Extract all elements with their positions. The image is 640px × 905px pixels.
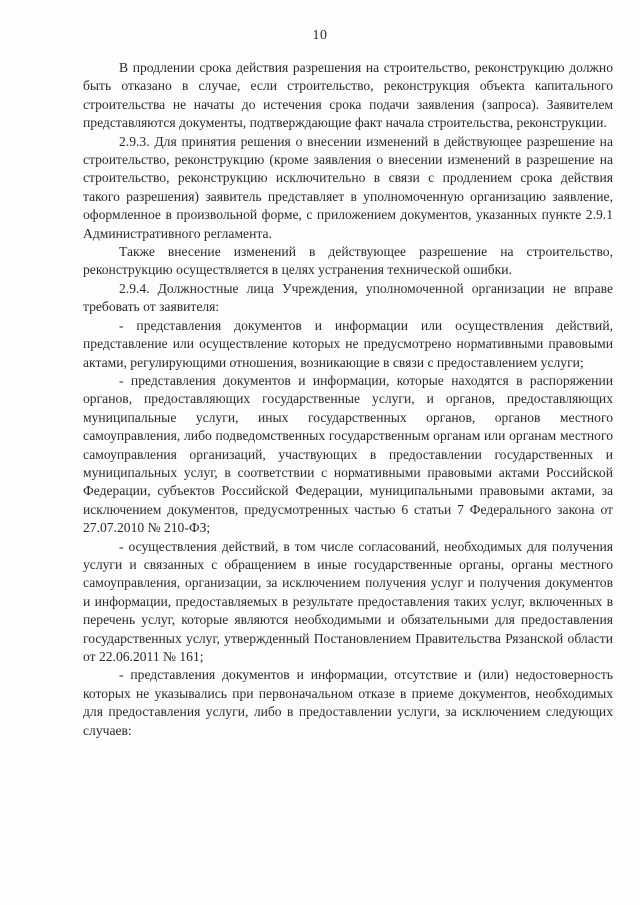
paragraph-2-9-3: 2.9.3. Для принятия решения о внесении изменений в действующее разрешение на строительство, реконструкцию (кроме заявления о внесении изменений в разрешение на строительство, реконструкцию исключительно в связи с продлением срока действия такого разрешения) заявитель представляет в уполномоченную организацию заявление, оформленное в произвольной форме, с приложением документов, указанных пункте 2.9.1 Административного регламента.: [83, 133, 613, 241]
page-number: 10: [312, 28, 328, 43]
list-item-documents-not-required: - представления документов и информации или осуществления действий, представление или осуществление которых не предусмотрено нормативными правовыми актами, регулирующими отношения, возникающие в связи с предоставлением услуги;: [83, 317, 613, 370]
list-item-documents-held-by-agencies: - представления документов и информации, которые находятся в распоряжении органов, предоставляющих государственные услуги, и органов, предоставляющих муниципальные услуги, иных государственных органов, органов местного самоуправления, либо подведомственных государственным органам или органам местного самоуправления организаций, участвующих в предоставлении государственных и муниципальных услуг, в соответствии с нормативными правовыми актами Российской Федерации, субъектов Российской Федерации, муниципальными правовыми актами, за исключением документов, предусмотренных частью 6 статьи 7 Федерального закона от 27.07.2010 № 210-ФЗ;: [83, 372, 613, 536]
list-item-missing-documents: - представления документов и информации, отсутствие и (или) недостоверность которых не указывались при первоначальном отказе в приеме документов, необходимых для предоставления услуги, либо в предоставлении услуги, за исключением следующих случаев:: [83, 667, 613, 738]
list-item-actions-approvals: - осуществления действий, в том числе согласований, необходимых для получения услуги и связанных с обращением в иные государственные органы, органы местного самоуправления, организации, за исключением получения услуг и получения документов и информации, предоставляемых в результате предоставления таких услуг, включенных в перечень услуг, которые являются необходимыми и обязательными для предоставления государственных услуг, утвержденный Постановлением Правительства Рязанской области от 22.06.2011 № 161;: [83, 538, 613, 664]
paragraph-2-9-4: 2.9.4. Должностные лица Учреждения, уполномоченной организации не вправе требовать от заявителя:: [83, 280, 613, 315]
document-body: [83, 59, 613, 740]
paragraph-extension-refusal: В продлении срока действия разрешения на строительство, реконструкцию должно быть отказано в случае, если строительство, реконструкция объекта капитального строительства не начаты до истечения срока подачи заявления (запроса). Заявителем представляются документы, подтверждающие факт начала строительства, реконструкции.: [83, 60, 613, 131]
paragraph-technical-error: Также внесение изменений в действующее разрешение на строительство, реконструкцию осуществляется в целях устранения технической ошибки.: [83, 244, 613, 278]
